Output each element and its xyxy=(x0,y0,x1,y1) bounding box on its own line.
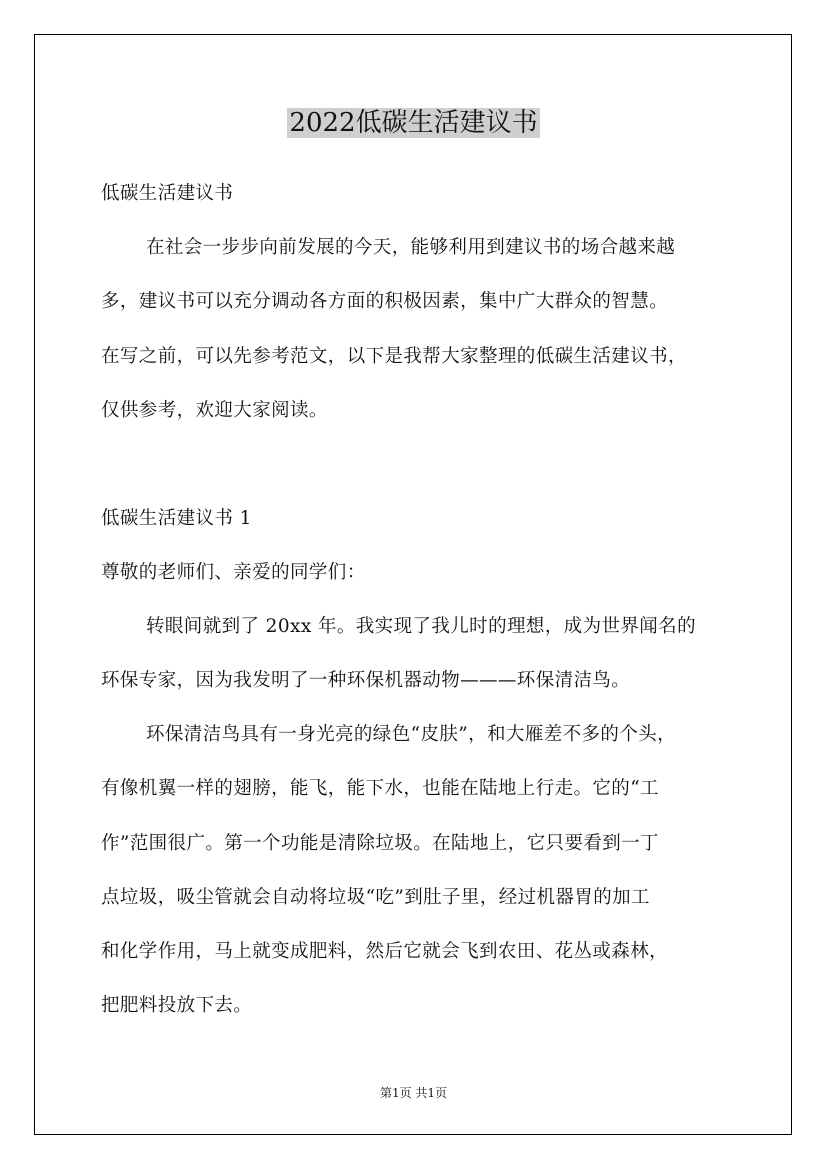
intro-line: 仅供参考，欢迎大家阅读。 xyxy=(101,400,328,421)
intro-line: 在写之前，可以先参考范文，以下是我帮大家整理的低碳生活建议书， xyxy=(101,346,687,367)
document-title xyxy=(0,104,827,142)
paragraph-line: 和化学作用，马上就变成肥料，然后它就会飞到农田、花丛或森林， xyxy=(101,941,669,962)
paragraph-line: 环保专家，因为我发明了一种环保机器动物———环保清洁鸟。 xyxy=(101,670,631,691)
intro-line: 在社会一步步向前发展的今天，能够利用到建议书的场合越来越 xyxy=(146,237,676,258)
paragraph-line: 有像机翼一样的翅膀，能飞，能下水，也能在陆地上行走。它的“工 xyxy=(101,778,659,799)
intro-line: 多，建议书可以充分调动各方面的积极因素，集中广大群众的智慧。 xyxy=(101,291,669,312)
document-title-text: 2022低碳生活建议书 xyxy=(289,108,538,138)
paragraph-line: 转眼间就到了 20xx 年。我实现了我儿时的理想，成为世界闻名的 xyxy=(146,616,696,637)
paragraph-line: 作”范围很广。第一个功能是清除垃圾。在陆地上，它只要看到一丁 xyxy=(101,833,659,854)
page-footer: 第1页 共1页 xyxy=(379,1086,448,1100)
greeting: 尊敬的老师们、亲爱的同学们： xyxy=(101,562,366,583)
section-heading: 低碳生活建议书 1 xyxy=(101,508,252,529)
paragraph-line: 把肥料投放下去。 xyxy=(101,995,253,1016)
paragraph-line: 环保清洁鸟具有一身光亮的绿色“皮肤”，和大雁差不多的个头， xyxy=(146,724,677,745)
paragraph-line: 点垃圾，吸尘管就会自动将垃圾“吃”到肚子里，经过机器胃的加工 xyxy=(101,887,650,908)
document-subtitle: 低碳生活建议书 xyxy=(101,183,234,204)
